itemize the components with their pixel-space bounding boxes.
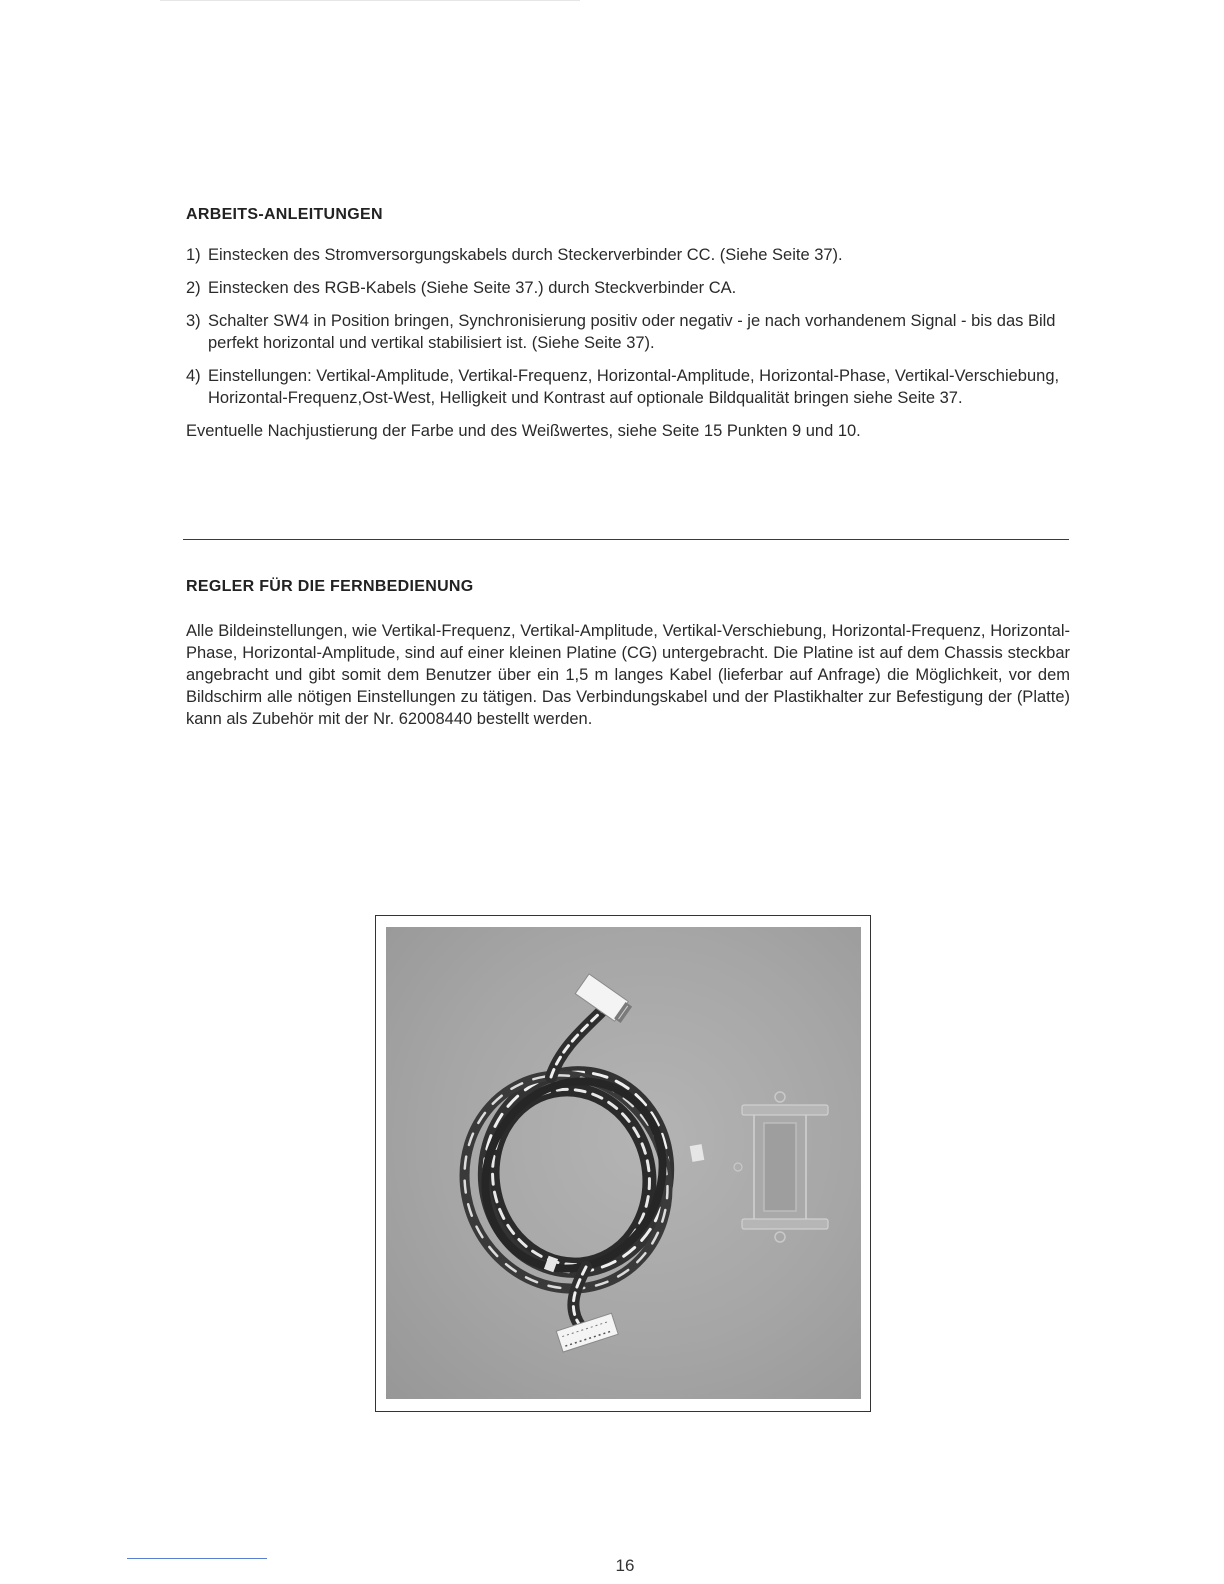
step-number: 3): [186, 312, 201, 330]
step-text: Schalter SW4 in Position bringen, Synchronisierung positiv oder negativ - je nach vorhandenem Signal - bis das Bild perfekt horizontal und vertikal stabilisiert ist. (Siehe Seite 37).: [208, 312, 1056, 352]
instruction-step-3: [186, 310, 1070, 354]
step-number: 2): [186, 279, 201, 297]
instruction-steps: [186, 244, 1070, 409]
adjustment-note: Eventuelle Nachjustierung der Farbe und des Weißwertes, siehe Seite 15 Punkten 9 und 10.: [186, 422, 861, 440]
step-text: Einstellungen: Vertikal-Amplitude, Vertikal-Frequenz, Horizontal-Amplitude, Horizontal-Phase, Vertikal-Verschiebung, Horizontal-Frequenz,Ost-West, Helligkeit und Kontrast auf optionale Bildqualität bringen siehe Seite 37.: [208, 367, 1060, 407]
section-regler-fernbedienung: [186, 578, 1070, 730]
cable-and-holder-photo: [386, 927, 861, 1399]
step-number: 1): [186, 246, 201, 264]
instruction-step-1: [186, 244, 1070, 266]
cable-photo-illustration: [386, 927, 861, 1399]
photo-frame: [375, 915, 871, 1412]
section-heading-regler: REGLER FÜR DIE FERNBEDIENUNG: [186, 578, 474, 595]
plastic-holder: [734, 1092, 828, 1242]
section-divider: [183, 539, 1069, 540]
regler-paragraph: Alle Bildeinstellungen, wie Vertikal-Frequenz, Vertikal-Amplitude, Vertikal-Verschiebung, Horizontal-Frequenz, Horizontal-Phase, Horizontal-Amplitude, sind auf einer kleinen Platine (CG) untergebracht. Die Platine ist auf dem Chassis steckbar angebracht und gibt somit dem Benutzer über ein 1,5 m langes Kabel (lieferbar auf Anfrage) die Möglichkeit, vor dem Bildschirm alle nötigen Einstellungen zu tätigen. Das Verbindungskabel und der Plastikhalter zur Befestigung der (Platte) kann als Zubehör mit der Nr. 62008440 bestellt werden.: [186, 622, 1070, 728]
instruction-step-2: [186, 277, 1070, 299]
step-number: 4): [186, 367, 201, 385]
section-arbeits-anleitungen: [186, 206, 1070, 442]
step-text: Einstecken des Stromversorgungskabels durch Steckerverbinder CC. (Siehe Seite 37).: [208, 246, 843, 264]
step-text: Einstecken des RGB-Kabels (Siehe Seite 37.) durch Steckverbinder CA.: [208, 279, 737, 297]
section-heading-arbeits: ARBEITS-ANLEITUNGEN: [186, 206, 383, 223]
top-scan-line: [160, 0, 580, 1]
instruction-step-4: [186, 365, 1070, 409]
footer-rule: [127, 1558, 267, 1559]
page-number: 16: [615, 1556, 635, 1575]
